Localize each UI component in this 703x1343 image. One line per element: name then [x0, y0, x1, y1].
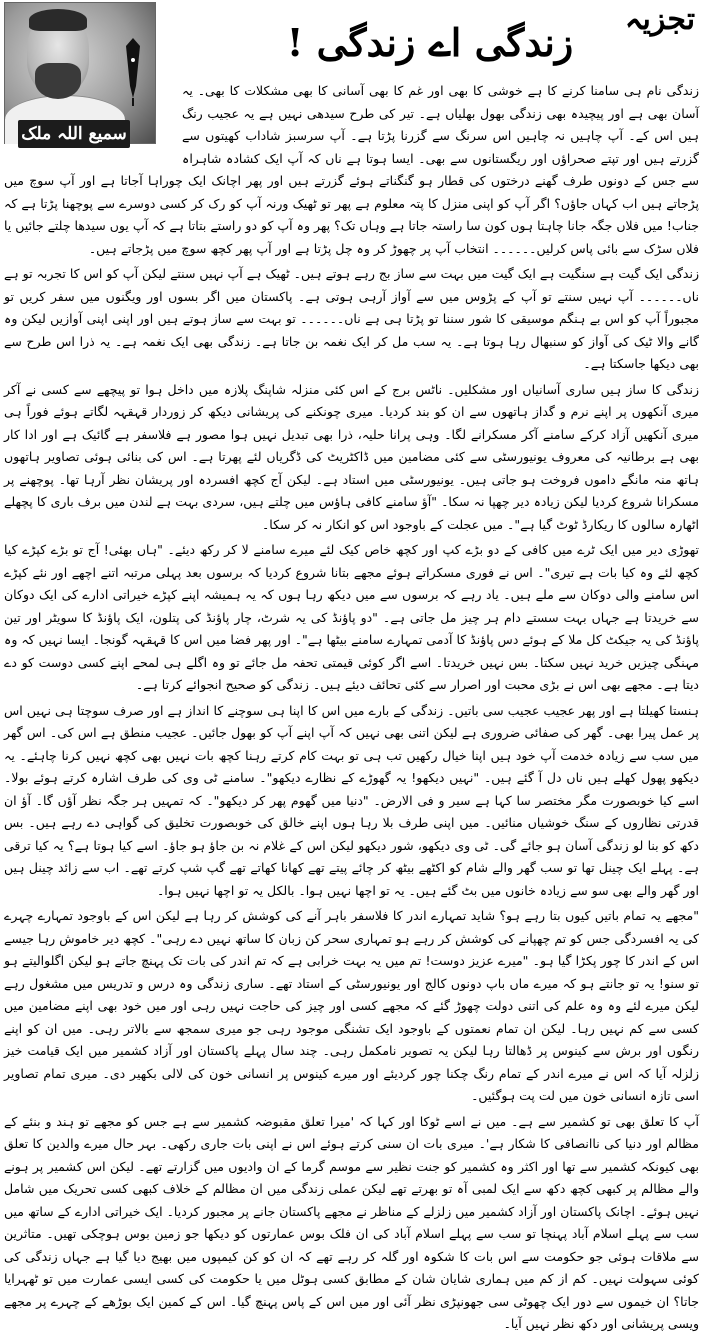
paragraph: آپ کا تعلق بھی تو کشمیر سے ہے۔ میں نے اسے ٹوکا اور کہا کہ 'میرا تعلق مقبوضہ کشمیر سے ہے جس کو مجھے تو ہند و بنئے کے مظالم اور دنیا کی ناانصافی کا شکار ہے'۔ میری بات ان سنی کرتے ہوئے اس نے اپنی بات جاری رکھی۔ بہر حال میرے والدین کا تعلق بھی کیونکہ کشمیر سے تھا اور اکثر وہ کشمیر کو جنت نظیر سے موسم گرما کے ان وادیوں میں گزارتے تھے۔ لیکن اس کشمیر پر ہونے والے مظالم پر کبھی کچھ دکھ سے ایک لمبی آہ تو بھرتے تھے لیکن عملی زندگی میں ان مظالم کے خلاف کبھی کسی تحریک میں شامل نہیں ہوئے۔ اچانک پاکستان اور آزاد کشمیر میں زلزلے کے مناظر نے مجھے پاکستان جانے پر مجبور کردیا۔ ایک خیراتی ادارے کے ساتھ میں سب سے پہلے اسلام آباد پہنچا تو سب سے پہلے اسلام آباد کی ان فلک بوس عمارتوں کو دیکھا جو زمین بوس ہوچکی تھیں۔ متاثرین سے ملاقات ہوئی جو حکومت سے اس بات کا شکوہ اور گلہ کر رہے تھے کہ ان کو کن کیمپوں میں بھیج دیا گیا ہے جہاں زندگی کی کوئی سہولت نہیں۔ کم از کم میں ہماری شایان شان کے مطابق کسی ہوٹل میں یا حکومت کی کسی ایسی عمارت میں تو ٹھہرایا جاتا؟ ان خیموں سے دور ایک چھوٹی سی جھونپڑی نظر آئی اور میں اس کے پاس پہنچ گیا۔ اس کے کمین ایک بوڑھے کے چہرے پر مجھے ویسی پریشانی اور دکھ نظر نہیں آیا۔ [4, 1113, 699, 1331]
article-title: زندگی اے زندگی ! [286, 20, 574, 65]
paragraph: زندگی کا ساز ہیں ساری آسانیاں اور مشکلیں۔ ناٹس برج کے اس کئی منزلہ شاپنگ پلازہ میں داخل ہوا تو پیچھے سے کسی نے آکر میری آنکھوں پر اپنے نرم و گداز ہاتھوں سے ان کو بند کردیا۔ میری چونکنے کی پریشانی دیکھ کر زوردار قہقہہ لگاتے ہوئے فوراً ہی میری آنکھیں آزاد کرکے سامنے آکر مسکرانے لگا۔ وہی پرانا حلیہ، ذرا بھی تبدیل نہیں ہوا مصور ہے فلاسفر ہے گائیک ہے اور ادا کار بھی ہے برطانیہ کی معروف یونیورسٹی سے کئی مضامین میں ڈاکٹریٹ کی ڈگریاں لئے پھرتا ہے۔ اس کی بنائی ہوئی تصاویر ہاتھوں ہاتھ منہ مانگے داموں فروخت ہو جاتی ہیں۔ یونیورسٹی میں استاد ہے۔ لیکن آج کچھ افسردہ اور پریشان نظر آرہا تھا۔ پوچھنے پر مسکرانا شروع کردیا لیکن زیادہ دیر چھپا نہ سکا۔ "آؤ سامنے کافی ہاؤس میں چلتے ہیں، سردی بہت ہے لندن میں برف باری کا پچھلے اٹھارہ سالوں کا ریکارڈ ٹوٹ گیا ہے"۔ میں عجلت کے باوجود اس کو انکار نہ کر سکا۔ [4, 381, 699, 532]
paragraph: ہنستا کھیلتا ہے اور پھر عجیب عجیب سی باتیں۔ زندگی کے بارے میں اس کا اپنا ہی سوچنے کا انداز ہے اور صرف سوچتا ہی نہیں اس پر عمل پیرا بھی۔ گھر کی صفائی ضروری ہے لیکن اتنی بھی نہیں کہ آپ اپنے آپ کو بھول جائیں۔ عجیب منطق ہے اس کی۔ اس گھر میں سب سے زیادہ خدمت آپ خود ہیں اپنا خیال رکھیں تب ہی تو بہت کام کرتے رہنا کچھ بات نہیں بھی کچھ نہیں کرنا چاہئے۔ یہ دیکھو پھول کھلے ہیں ناں دل آ گئے ہیں۔ "نہیں دیکھو! یہ گھوڑے کے نظارے دیکھو"۔ سامنے ٹی وی کی طرف اشارہ کرتے ہوئے بولا۔ اسے کیا خوبصورت مگر مختصر سا کہا ہے سیر و فی الارض۔ "دنیا میں گھوم پھر کر دیکھو"۔ کہ تمہیں ہر جگہ نظر آؤں گا۔ آؤ ان قدرتی نظاروں کے سنگ خوشیاں منائیں۔ میں اپنی طرف بلا رہا ہوں اپنے خالق کی خوبصورت تخلیق کی گواہی دے رہے ہیں۔ بس دکھ کو بنا لو زندگی آسان ہو جائے گی۔ ٹی وی دیکھو، شور دیکھو لیکن اس کے غلام نہ بن جاؤ ہو جاؤ۔ اسے کیا ہوتا ہے؟ یہ کیا ترقی ہے۔ پہلے ایک چینل تھا تو سب گھر والے شام کو اکٹھے بیٹھ کر چائے پیتے تھے کھانا کھاتے تھے گپ شپ کرتے تھے۔ اب سے زائد چینل ہیں اور گھر والے بھی سو سے زیادہ خانوں میں بٹ گئے ہیں۔ یہ تو اچھا نہیں ہوا۔ بالکل یہ تو اچھا نہیں ہوا۔ [4, 702, 699, 898]
paragraph: تھوڑی دیر میں ایک ٹرے میں کافی کے دو بڑے کپ اور کچھ خاص کیک لئے میرے سامنے لا کر رکھ دیئے۔ "ہاں بھئی! آج تو بڑے کپڑے کیا کچھ لئے وہ کیا بات ہے تیری"۔ اس نے فوری مسکراتے ہوئے مجھے بتانا شروع کردیا کہ برسوں بعد پہلی مرتبہ اتنے اچھے اور نئے کپڑے اس سامنے والی دوکان سے ملے ہیں۔ یاد رہے کہ برسوں سے میں دیکھ رہا ہوں کہ یہ ہمیشہ اپنے کپڑے خیراتی ادارے کی ایک دوکان سے خریدتا ہے جہاں بہت سستے دام ہر چیز مل جاتی ہے۔ "دو پاؤنڈ کی یہ شرٹ، چار پاؤنڈ کی پتلون، ایک پاؤنڈ کا سویٹر اور تین پاؤنڈ کی یہ جیکٹ کل ملا کے ہوئے دس پاؤنڈ کا آدمی تمہارے سامنے بیٹھا ہے"۔ اور پھر فضا میں اس کا قہقہہ گونجا۔ ایسا نہیں کہ وہ مہنگی چیزیں خرید نہیں سکتا۔ بس نہیں خریدتا۔ اسے اگر کوئی قیمتی تحفہ مل جائے تو وہ اگلے ہی لمحے اپنے کسی دوست کو دے دیتا ہے۔ مجھے بھی اس نے بڑی محبت اور اصرار سے کئی تحائف دیئے ہیں۔ زندگی کو صحیح انجوائے کرتا ہے۔ [4, 542, 699, 692]
paragraph: زندگی نام ہی سامنا کرنے کا ہے خوشی کا بھی اور غم کا بھی آسانی کا بھی مشکلات کا بھی۔ یہ آسان بھی ہے اور پیچیدہ بھی زندگی بھول بھلیاں ہے۔ تیر کی طرح سیدھی نہیں ہے یہ عجیب رنگ ہیں اس کے۔ آپ چاہیں نہ چاہیں اس سرنگ سے گزرنا پڑتا ہے۔ آپ سرسبز شاداب کھیتوں سے گزرتے ہیں اور تپتے صحراؤں اور ریگستانوں سے بھی۔ ایسا ہوتا ہے ناں کہ آپ ایک کشادہ شاہراہ سے جس کے دونوں طرف گھنے درختوں کی قطار ہو گنگناتے ہوئے گزرتے ہیں اور پھر اچانک ایک چوراہا آجاتا ہے اور آپ سوچ میں پڑجاتے ہیں اب کہاں جاؤں؟ اگر آپ کو اپنی منزل کا پتہ معلوم ہے پھر تو ٹھیک ورنہ آپ کو رک کر کسی دوسرے سے پوچھنا پڑتا ہے کہ جناب! میں فلاں جگہ جانا چاہتا ہوں کون سا راستہ جاتا ہے وہاں تک؟ پھر وہ آپ کو دو راستے بتاتا ہے کہ آپ یوں سیدھا چلتے جائیں یا فلاں سڑک سے بائی پاس کرلیں۔۔۔۔۔۔ انتخاب آپ پر چھوڑ کر وہ چل پڑتا ہے اور آپ پھر کچھ سوچ میں پڑجاتے ہیں۔ [4, 83, 699, 256]
author-name-badge: سمیع اللہ ملک [18, 120, 130, 148]
article-body [4, 80, 699, 1341]
paragraph: زندگی ایک گیت ہے سنگیت ہے ایک گیت میں بہت سے ساز بج رہے ہوتے ہیں۔ ٹھیک ہے آپ نہیں سنتے لیکن آپ کو اس کا تجربہ تو ہے ناں۔۔۔۔۔۔ آپ نہیں سنتے تو آپ کے پڑوس میں سے آواز آرہی ہوتی ہے۔ پاکستان میں اگر بسوں اور ویگنوں میں سفر کریں تو مجبوراً آپ کو اس بے ہنگم موسیقی کا شور سننا تو پڑتا ہی ہے ناں۔۔۔۔۔۔ تو بہت سے ساز ہوتے ہیں اور اپنی اپنی آوازیں لیکن وہ گانے والا ٹیک کی آواز کو سنبھال رہا ہوتا ہے۔ یہ سب مل کر ایک نغمہ بن جاتا ہے۔ زندگی بھی ایک نغمہ ہے۔ یہ ذرا اس طرح سے بھی دیکھا جاسکتا ہے۔ [4, 266, 699, 371]
paragraph: "مجھے یہ تمام باتیں کیوں بتا رہے ہو؟ شاید تمہارے اندر کا فلاسفر باہر آنے کی کوشش کر رہا ہے لیکن اس کے باوجود تمہارے چہرے کی یہ افسردگی جس کو تم چھپانے کی کوشش کر رہے ہو تمہاری سحر کن زبان کا ساتھ نہیں دے رہی"۔ کچھ دیر خاموش رہا جیسے اس کے اندر کا چور پکڑا گیا ہو۔ "میرے عزیز دوست! تم میں یہ بہت خرابی ہے کہ تم اندر کی بات تک پہنچ جاتے ہو لیکن اگلوالیتے ہو تو سنو! یہ تو جانتے ہو کہ میرے ماں باپ دونوں کالج اور یونیورسٹی کے استاد تھے۔ ساری زندگی وہ درس و تدریس میں مشغول رہے لیکن میرے لئے وہ وہ علم کی اتنی دولت چھوڑ گئے کہ مجھے کسی اور چیز کی حاجت نہیں رہی اور میں خود بھی اپنے مضامین میں کسی سے کم نہیں رہا۔ لیکن ان تمام نعمتوں کے باوجود ایک تشنگی موجود رہی جو میری سمجھ سے بالاتر رہی۔ میں ان کو اپنے رنگوں اور برش سے کینوس پر ڈھالتا رہا لیکن یہ تصویر نامکمل رہی۔ چند سال پہلے پاکستان اور آزاد کشمیر میں ایک قیامت خیز زلزلہ آیا کہ اس نے میرے اندر کے تمام رنگ چکنا چور کردیئے اور میرے کینوس پر انسانی خون کی لالی بکھیر دی۔ میری تمام تصاویر اسی تازہ انسانی خون میں لت پت ہوگئیں۔ [4, 908, 699, 1103]
column-name: تجزیہ [624, 2, 696, 37]
author-photo-hair [29, 9, 87, 31]
header-spacer [4, 80, 182, 148]
